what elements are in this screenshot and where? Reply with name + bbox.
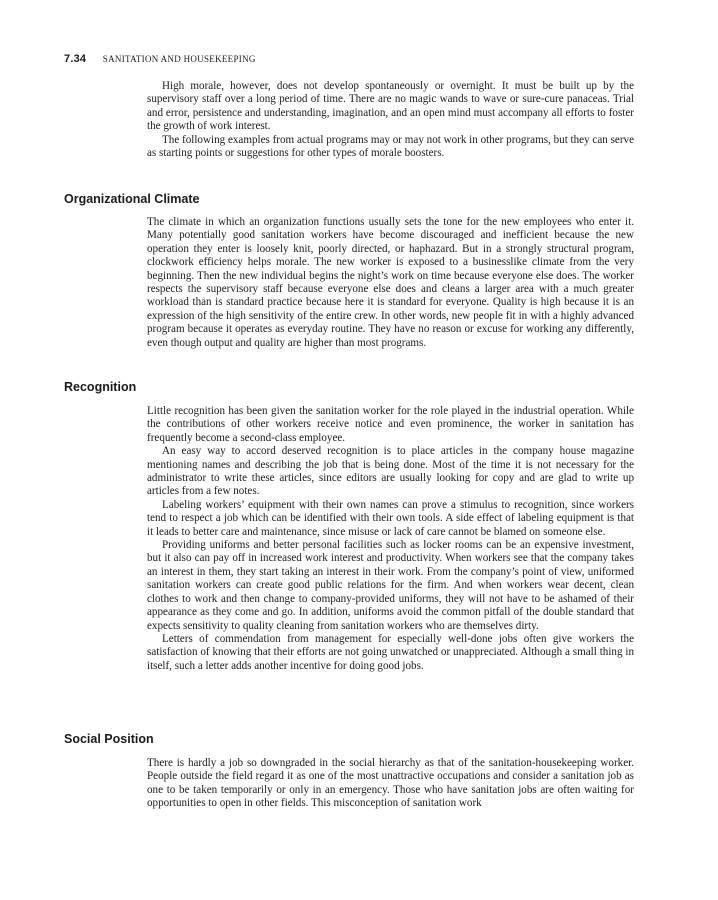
intro-text-block: [147, 80, 634, 160]
paragraph: An easy way to accord deserved recognition is to place articles in the company house magazine mentioning names and describing the job that is being done. Most of the time it is not necessary for the administrator to write these articles, since editors are usually looking for copy and are glad to write up articles from a few notes.: [147, 445, 634, 498]
paragraph: High morale, however, does not develop spontaneously or overnight. It must be built up by the supervisory staff over a long period of time. There are no magic wands to wave or sure-cure panaceas. Trial and error, persistence and understanding, imagination, and an open mind must accompany all efforts to foster the growth of work interest.: [147, 80, 634, 133]
paragraph: Labeling workers’ equipment with their own names can prove a stimulus to recognition, since workers tend to respect a job which can be identified with their own tools. A side effect of labeling equipment is that it leads to better care and maintenance, since misuse or lack of care cannot be blamed on someone else.: [147, 498, 634, 538]
paragraph: Letters of commendation from management for especially well-done jobs often give workers the satisfaction of knowing that their efforts are not going unwatched or unappreciated. Although a small thing in itself, such a letter adds another incentive for doing good jobs.: [147, 632, 634, 672]
recognition-text-block: [147, 405, 634, 673]
section-heading-social-position: Social Position: [64, 732, 154, 746]
section-heading-organizational-climate: Organizational Climate: [64, 192, 200, 206]
paragraph: The following examples from actual programs may or may not work in other programs, but they can serve as starting points or suggestions for other types of morale boosters.: [147, 133, 634, 160]
paragraph: Little recognition has been given the sanitation worker for the role played in the industrial operation. While the contributions of other workers receive notice and even prominence, the worker in sanitation has frequently become a second-class employee.: [147, 405, 634, 444]
running-header: [64, 53, 256, 65]
paragraph: Providing uniforms and better personal facilities such as locker rooms can be an expensive investment, but it also can pay off in increased work interest and productivity. When workers see that the company takes an interest in them, they start taking an interest in their work. From the company’s point of view, uniformed sanitation workers can create good public relations for the firm. And when workers wear decent, clean clothes to work and then change to company-provided uniforms, they will not have to be ashamed of their appearance as they come and go. In addition, uniforms avoid the common pitfall of the double standard that expects sensitivity to quality cleaning from sanitation workers who are themselves dirty.: [147, 539, 634, 632]
paragraph: There is hardly a job so downgraded in the social hierarchy as that of the sanitation-housekeeping worker. People outside the field regard it as one of the most unattractive occupations and consider a sanitation job as one to be taken temporarily or only in an emergency. Those who have sanitation jobs are often waiting for opportunities to open in other fields. This misconception of sanitation work: [147, 757, 634, 810]
running-section-title: SANITATION AND HOUSEKEEPING: [102, 54, 256, 64]
section-heading-recognition: Recognition: [64, 380, 137, 394]
page-number: 7.34: [64, 53, 87, 65]
paragraph: The climate in which an organization functions usually sets the tone for the new employees who enter it. Many potentially good sanitation workers have become discouraged and inefficient because the new operation they enter is loosely knit, poorly directed, or haphazard. But in a strongly structural program, clockwork efficiency helps morale. The new worker is exposed to a businesslike climate from the very beginning. Then the new individual begins the night’s work on time because everyone else does. The worker respects the supervisory staff because everyone else does and cleans a larger area with a much greater workload than is standard practice because here it is standard for everyone. Quality is high because it is an expression of the high sensitivity of the entire crew. In other words, new people fit in with a highly advanced program because it operates as everyday routine. They have no reason or excuse for working any differently, even though output and quality are higher than most programs.: [147, 216, 634, 349]
organizational-climate-text-block: [147, 216, 634, 350]
social-position-text-block: [147, 757, 634, 811]
